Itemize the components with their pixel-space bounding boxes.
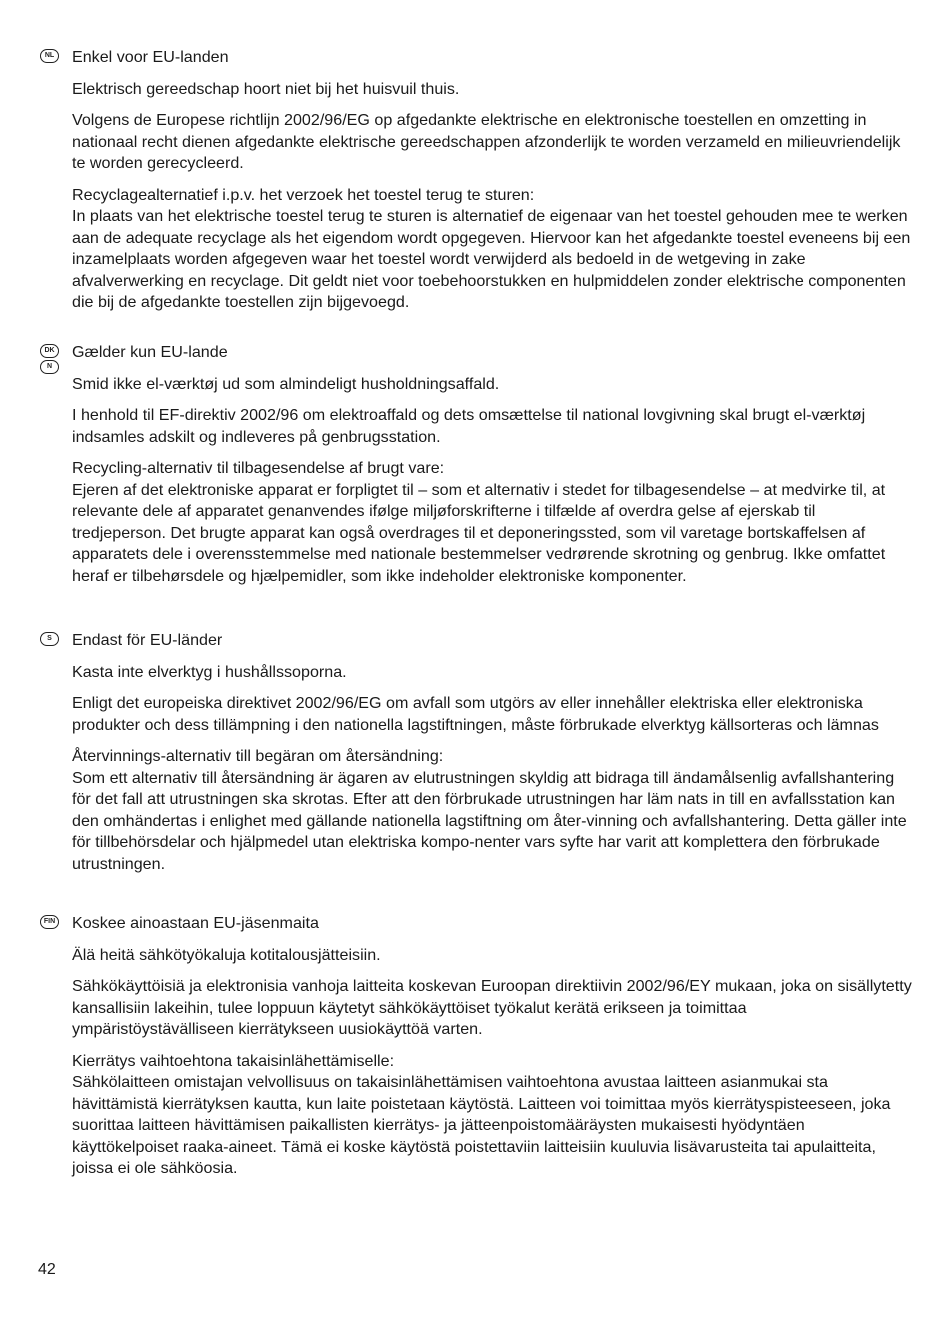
- section-paragraph: Elektrisch gereedschap hoort niet bij het huisvuil thuis.: [72, 79, 460, 98]
- section-subheading: Recycling-alternativ til tilbagesendelse af brugt vare:: [72, 459, 445, 477]
- language-badge-n: N: [40, 360, 59, 374]
- section-heading: Enkel voor EU-landen: [72, 48, 229, 66]
- language-badges: [40, 344, 59, 374]
- section-paragraph: Ejeren af det elektroniske apparat er forpligtet til – som et alternativ i stedet for tilbagesendelse – at medvirke til, at relevante dele af apparatet genanvendes ifølge miljøforskrifterne i tilfælde af overdra gelse af ejerskab til tredjeperson. Det brugte apparat kan også overdrages til et deponeringssted, som vil varetage bortskaffelsen af apparatets dele i overensstemmelse med nationale bestemmelser vedrørende skrotning og genbrug. Ikke omfattet heraf er tilbehørsdele og hjælpemidler, som ikke indeholder elektroniske komponenter.: [72, 480, 886, 585]
- section-paragraph: Älä heitä sähkötyökaluja kotitalousjätteisiin.: [72, 945, 381, 964]
- section-content: [72, 913, 912, 1190]
- section-subheading: Återvinnings-alternativ till begäran om återsändning:: [72, 747, 444, 765]
- language-badge-dk: DK: [40, 344, 59, 358]
- section-subheading: Recyclagealternatief i.p.v. het verzoek het toestel terug te sturen:: [72, 185, 535, 204]
- section-paragraph: Volgens de Europese richtlijn 2002/96/EG op afgedankte elektrische en elektronische toestellen en omzetting in nationaal recht dienen afgedankte elektrische gereedschappen afzonderlijk te worden verzameld en milieuvriendelijk te worden gerecycleerd.: [72, 111, 901, 172]
- section-heading: Endast för EU-länder: [72, 631, 223, 649]
- language-badges: [40, 49, 59, 63]
- section-paragraph: Sähkökäyttöisiä ja elektronisia vanhoja laitteita koskevan Euroopan direktiivin 2002/96/EY mukaan, joka on sisällytetty kansallisiin lakeihin, tulee loppuun käytetyt sähkökäyttöiset työkalut kerätä erikseen ja toimittaa ympäristöystävälliseen kierrätykseen uusiokäyttöä varten.: [72, 977, 912, 1038]
- section-content: [72, 47, 912, 324]
- language-badge-nl: NL: [40, 49, 59, 63]
- section-heading: Koskee ainoastaan EU-jäsenmaita: [72, 914, 319, 932]
- section-paragraph: I henhold til EF-direktiv 2002/96 om elektroaffald og dets omsættelse til national lovgivning skal brugt el-værktøj indsamles adskilt og indleveres på genbrugsstation.: [72, 406, 866, 446]
- section-heading: Gælder kun EU-lande: [72, 343, 228, 361]
- language-badges: [40, 915, 59, 929]
- section-paragraph: Smid ikke el-værktøj ud som almindeligt husholdningsaffald.: [72, 374, 500, 393]
- language-badges: [40, 632, 59, 646]
- section-content: [72, 342, 912, 597]
- section-paragraph: Sähkölaitteen omistajan velvollisuus on takaisinlähettämisen vaihtoehtona avustaa laitteen asianmukai sta hävittämistä kierrätyksen kautta, kun laite poistetaan käytöstä. Laitteen voi toimittaa myös kierrätyspisteeseen, joka suorittaa laitteen hävittämisen paikallisten kierrätys- ja jätteenpoistomääräysten mukaisesti hyödyntäen käyttökelpoiset raaka-aineet. Tämä ei koske käytöstä poistettaviin laitteisiin kuuluvia lisävarusteita tai apulaitteita, joissa ei ole sähköosia.: [72, 1073, 891, 1177]
- section-subheading: Kierrätys vaihtoehtona takaisinlähettämiselle:: [72, 1051, 395, 1070]
- section-paragraph: In plaats van het elektrische toestel terug te sturen is alternatief de eigenaar van het toestel gehouden mee te werken aan de adequate recyclage als het eigendom wordt opgegeven. Hiervoor kan het afgedankte toestel eveneens bij een inzamelplaats worden afgegeven waar het toestel wordt verwijderd als bedoeld in de wetgeving in zake afvalverwerking en recyclage. Dit geldt niet voor toebehoorstukken en hulpmiddelen zonder elektrische componenten die bij de afgedankte toestellen zijn bijgevoegd.: [72, 207, 911, 311]
- page-number: 42: [38, 1261, 56, 1278]
- section-content: [72, 630, 912, 885]
- section-paragraph: Enligt det europeiska direktivet 2002/96/EG om avfall som utgörs av eller innehåller elektriska eller elektroniska produkter och dess tillämpning i den nationella lagstiftningen, måste förbrukade elverktyg källsorteras och lämnas: [72, 694, 879, 734]
- language-badge-s: S: [40, 632, 59, 646]
- section-paragraph: Kasta inte elverktyg i hushållssoporna.: [72, 662, 347, 681]
- section-paragraph: Som ett alternativ till återsändning är ägaren av elutrustningen skyldig att bidraga till ändamålsenlig avfallshantering för det fall att utrustningen ska skrotas. Efter att den förbrukade utrustningen har läm nats in till en avfallsstation kan den omhändertas i enlighet med gällande nationella lagstiftning om åter-vinning och avfallshantering. Detta gäller inte för tillbehörsdelar och hjälpmedel utan elektriska kompo-nenter vars syfte har varit att komplettera den förbrukade utrustningen.: [72, 768, 907, 873]
- language-badge-fin: FIN: [40, 915, 59, 929]
